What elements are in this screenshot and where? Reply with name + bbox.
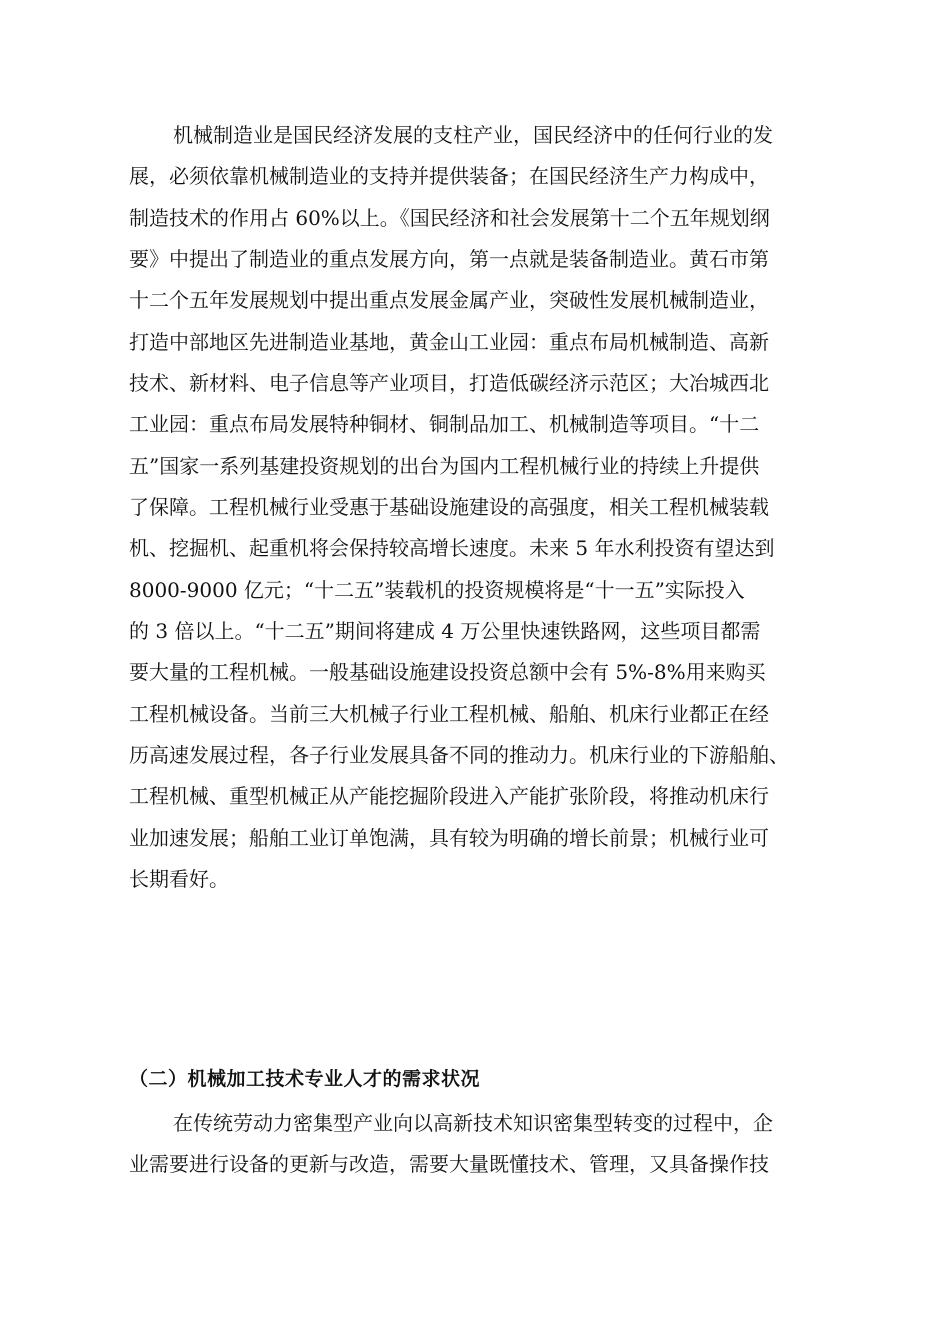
- paragraph-line: 工程机械、重型机械正从产能挖掘阶段进入产能扩张阶段，将推动机床行: [129, 784, 769, 808]
- paragraph-line: 的 3 倍以上。“十二五”期间将建成 4 万公里快速铁路网，这些项目都需: [129, 619, 761, 643]
- paragraph-line: 业加速发展；船舶工业订单饱满，具有较为明确的增长前景；机械行业可: [129, 826, 769, 850]
- paragraph-line: 五”国家一系列基建投资规划的出台为国内工程机械行业的持续上升提供: [129, 454, 760, 478]
- paragraph-line: 技术、新材料、电子信息等产业项目，打造低碳经济示范区；大冶城西北: [129, 371, 769, 395]
- paragraph-line: 长期看好。: [129, 867, 229, 891]
- paragraph-line: 展，必须依靠机械制造业的支持并提供装备；在国民经济生产力构成中，: [129, 164, 769, 188]
- paragraph-line: 机、挖掘机、起重机将会保持较高增长速度。未来 5 年水利投资有望达到: [129, 536, 775, 560]
- paragraph-line: 要》中提出了制造业的重点发展方向，第一点就是装备制造业。黄石市第: [129, 247, 769, 271]
- paragraph-line: 工程机械设备。当前三大机械子行业工程机械、船舶、机床行业都正在经: [129, 702, 769, 726]
- paragraph-line: 在传统劳动力密集型产业向以高新技术知识密集型转变的过程中，企: [173, 1111, 773, 1135]
- paragraph-line: 十二个五年发展规划中提出重点发展金属产业，突破性发展机械制造业，: [129, 288, 769, 312]
- paragraph-line: 打造中部地区先进制造业基地，黄金山工业园：重点布局机械制造、高新: [129, 330, 769, 354]
- paragraph-line: 历高速发展过程，各子行业发展具备不同的推动力。机床行业的下游船舶、: [129, 743, 789, 767]
- section-heading-text: （二）机械加工技术专业人才的需求状况: [129, 1068, 481, 1090]
- paragraph-line: 要大量的工程机械。一般基础设施建设投资总额中会有 5%-8%用来购买: [129, 660, 766, 684]
- paragraph-line: 8000-9000 亿元；“十二五”装载机的投资规模将是“十一五”实际投入: [129, 578, 745, 602]
- paragraph-line: 了保障。工程机械行业受惠于基础设施建设的高强度，相关工程机械装载: [129, 495, 769, 519]
- paragraph-line: 工业园：重点布局发展特种铜材、铜制品加工、机械制造等项目。“十二: [129, 412, 760, 436]
- paragraph-line: 机械制造业是国民经济发展的支柱产业，国民经济中的任何行业的发: [173, 123, 773, 147]
- paragraph-line: 业需要进行设备的更新与改造，需要大量既懂技术、管理，又具备操作技: [129, 1152, 769, 1176]
- paragraph-line: 制造技术的作用占 60%以上。《国民经济和社会发展第十二个五年规划纲: [129, 206, 770, 230]
